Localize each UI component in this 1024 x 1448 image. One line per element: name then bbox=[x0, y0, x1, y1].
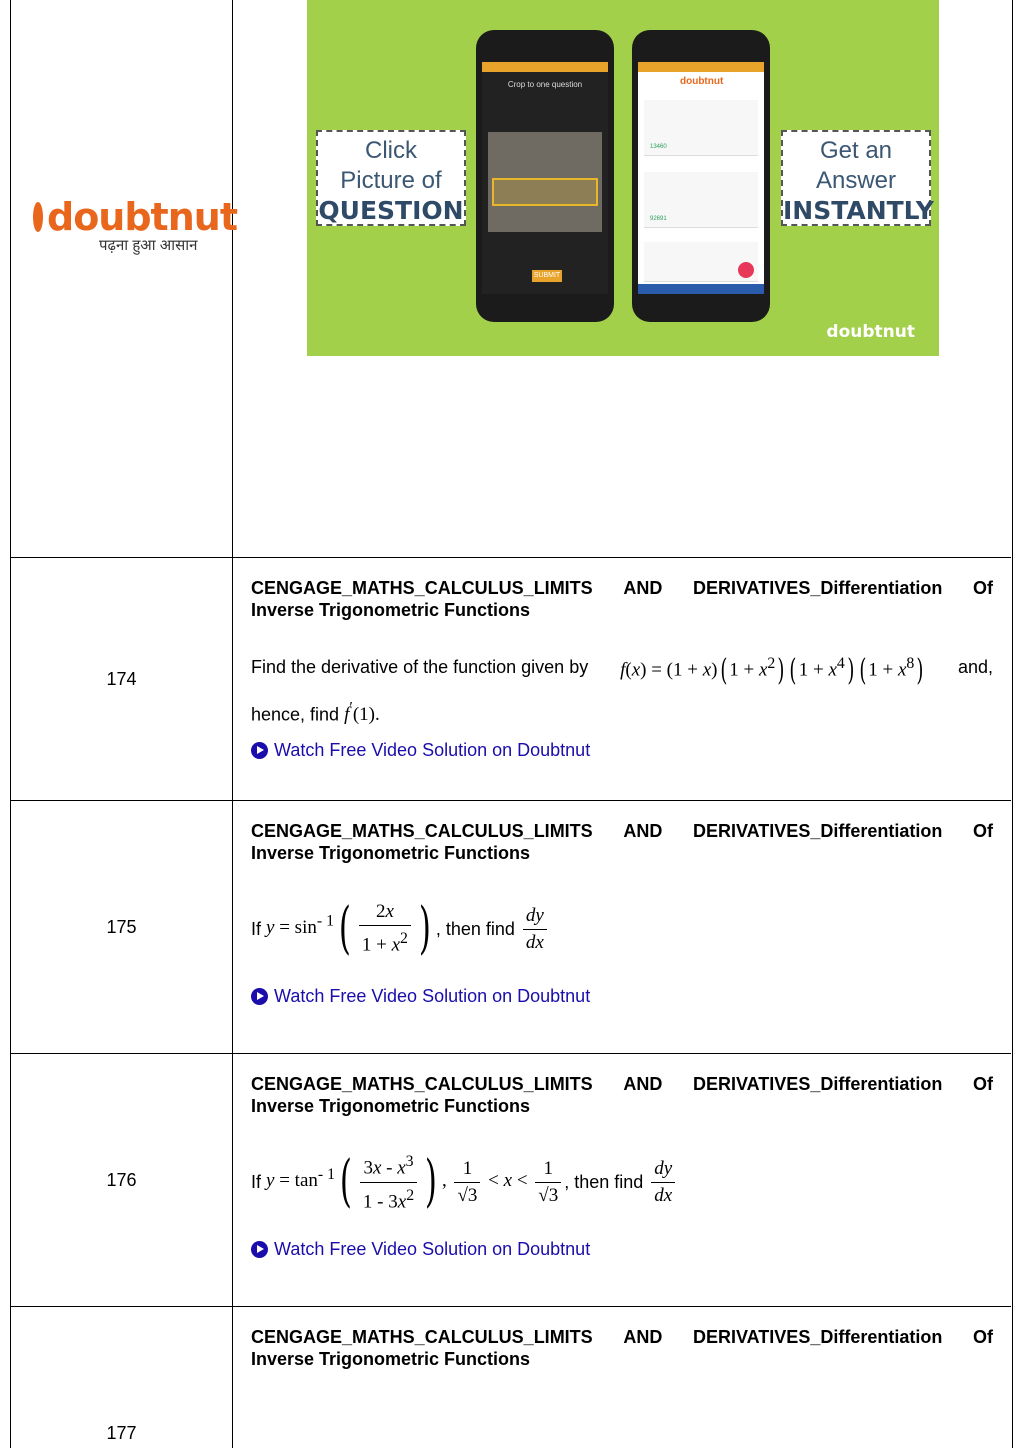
question-topic bbox=[251, 820, 993, 864]
question-content bbox=[251, 1073, 993, 1260]
watch-video-link[interactable] bbox=[251, 1239, 993, 1260]
dy-dx: $\frac{dy}{dx}$ bbox=[520, 903, 550, 956]
view-count: 92691 bbox=[650, 216, 667, 222]
question-prefix: If bbox=[251, 1172, 262, 1192]
topic-word: DERIVATIVES_Differentiation bbox=[692, 1327, 943, 1347]
doubtnut-logo bbox=[33, 195, 238, 255]
topic-word: Of bbox=[972, 578, 993, 598]
watch-video-link-text[interactable]: Watch Free Video Solution on Doubtnut bbox=[274, 986, 591, 1006]
phone-camera-mockup bbox=[476, 30, 614, 322]
crop-highlight bbox=[492, 178, 598, 206]
view-count: 13460 bbox=[650, 144, 667, 150]
crop-header-text: Crop to one question bbox=[507, 80, 583, 89]
question-text bbox=[251, 1147, 993, 1217]
question-topic bbox=[251, 1326, 993, 1370]
topic-word: Of bbox=[972, 1074, 993, 1094]
topic-line2: Inverse Trigonometric Functions bbox=[251, 1349, 531, 1369]
phone-answer-screen bbox=[638, 62, 764, 294]
watch-video-link[interactable] bbox=[251, 986, 993, 1007]
dy-dx: $\frac{dy}{dx}$ bbox=[648, 1156, 678, 1209]
derivative-at-one: f′(1). bbox=[344, 699, 380, 726]
question-prefix: Find the derivative of the function given by bbox=[251, 657, 589, 678]
logo-text-right: nut bbox=[167, 195, 238, 239]
question-prefix: If bbox=[251, 919, 262, 939]
topic-word: DERIVATIVES_Differentiation bbox=[692, 578, 943, 598]
question-number: 176 bbox=[106, 1170, 137, 1190]
right-callout-line3: INSTANTLY bbox=[783, 196, 934, 225]
topic-word: AND bbox=[623, 1327, 663, 1347]
question-content bbox=[251, 577, 993, 761]
topic-word: DERIVATIVES_Differentiation bbox=[692, 1074, 943, 1094]
left-callout-line3: QUESTION bbox=[318, 196, 464, 225]
left-callout-line2: Picture of bbox=[340, 167, 442, 194]
watch-video-link[interactable] bbox=[251, 740, 993, 761]
topic-word: CENGAGE_MATHS_CALCULUS_LIMITS bbox=[251, 578, 593, 598]
answer-card bbox=[644, 172, 758, 228]
status-bar bbox=[638, 62, 764, 72]
question-number: 175 bbox=[106, 917, 137, 937]
question-mid: , then find bbox=[435, 919, 515, 939]
question-content bbox=[251, 1326, 993, 1370]
topic-word: DERIVATIVES_Differentiation bbox=[692, 821, 943, 841]
doubtnut-logo-icon bbox=[33, 202, 43, 232]
submit-button: SUBMIT bbox=[532, 270, 562, 282]
topic-line2: Inverse Trigonometric Functions bbox=[251, 843, 531, 863]
logo-tagline: पढ़ना हुआ आसान bbox=[99, 237, 198, 254]
row-divider bbox=[11, 557, 1011, 558]
topic-word: AND bbox=[623, 821, 663, 841]
question-mid: , then find bbox=[564, 1172, 644, 1192]
topic-word: CENGAGE_MATHS_CALCULUS_LIMITS bbox=[251, 1327, 593, 1347]
phone-answer-mockup bbox=[632, 30, 770, 322]
question-topic bbox=[251, 1073, 993, 1117]
app-brand: doubtnut bbox=[680, 76, 724, 87]
watch-video-link-text[interactable]: Watch Free Video Solution on Doubtnut bbox=[274, 1239, 591, 1259]
promo-banner[interactable] bbox=[307, 0, 939, 356]
equation: $y = \tan^{- 1}$( $\frac{3x - x^3}{1 - 3x^2}$ ) , $\frac{1}{√3}$ < x < $\frac{1}{√3}$ bbox=[266, 1149, 564, 1215]
equation: $y = \sin^{- 1}$( $\frac{2x}{1 + x^2}$ ) bbox=[266, 896, 431, 961]
camera-fab-icon bbox=[738, 262, 754, 278]
banner-watermark: doubtnut bbox=[826, 322, 915, 342]
topic-word: AND bbox=[623, 578, 663, 598]
right-callout bbox=[781, 130, 934, 226]
question-text-line2 bbox=[251, 690, 993, 734]
left-callout-line1: Click bbox=[365, 137, 417, 164]
answer-card bbox=[644, 100, 758, 156]
question-line2: hence, find bbox=[251, 704, 340, 725]
question-number: 174 bbox=[106, 669, 137, 689]
question-number: 177 bbox=[106, 1423, 137, 1443]
question-mid: and, bbox=[957, 657, 993, 678]
bottom-nav-bar bbox=[638, 284, 764, 294]
row-divider bbox=[11, 1306, 1011, 1307]
topic-word: CENGAGE_MATHS_CALCULUS_LIMITS bbox=[251, 1074, 593, 1094]
logo-text-left: doubt bbox=[47, 195, 168, 239]
watch-video-link-text[interactable]: Watch Free Video Solution on Doubtnut bbox=[274, 740, 591, 761]
play-circle-icon bbox=[251, 742, 268, 759]
left-callout bbox=[316, 130, 466, 226]
topic-line2: Inverse Trigonometric Functions bbox=[251, 600, 531, 620]
right-callout-line1: Get an bbox=[819, 137, 893, 164]
question-text bbox=[251, 894, 993, 964]
play-circle-icon bbox=[251, 988, 268, 1005]
status-bar bbox=[482, 62, 608, 72]
question-topic bbox=[251, 577, 993, 621]
question-table bbox=[10, 0, 1013, 1448]
question-content bbox=[251, 820, 993, 1007]
topic-line2: Inverse Trigonometric Functions bbox=[251, 1096, 531, 1116]
question-text bbox=[251, 645, 993, 690]
topic-word: Of bbox=[972, 1327, 993, 1347]
phone-camera-screen bbox=[482, 62, 608, 294]
play-circle-icon bbox=[251, 1241, 268, 1258]
topic-word: CENGAGE_MATHS_CALCULUS_LIMITS bbox=[251, 821, 593, 841]
logo-wordmark bbox=[33, 195, 238, 239]
row-divider bbox=[11, 1053, 1011, 1054]
right-callout-line2: Answer bbox=[815, 167, 897, 194]
row-divider bbox=[11, 800, 1011, 801]
topic-word: AND bbox=[623, 1074, 663, 1094]
function-expression: f(x) = (1 + x)( $1 + x^2$) ( $1 + x^4$) ( $1 + x^8$) bbox=[620, 652, 924, 688]
topic-word: Of bbox=[972, 821, 993, 841]
